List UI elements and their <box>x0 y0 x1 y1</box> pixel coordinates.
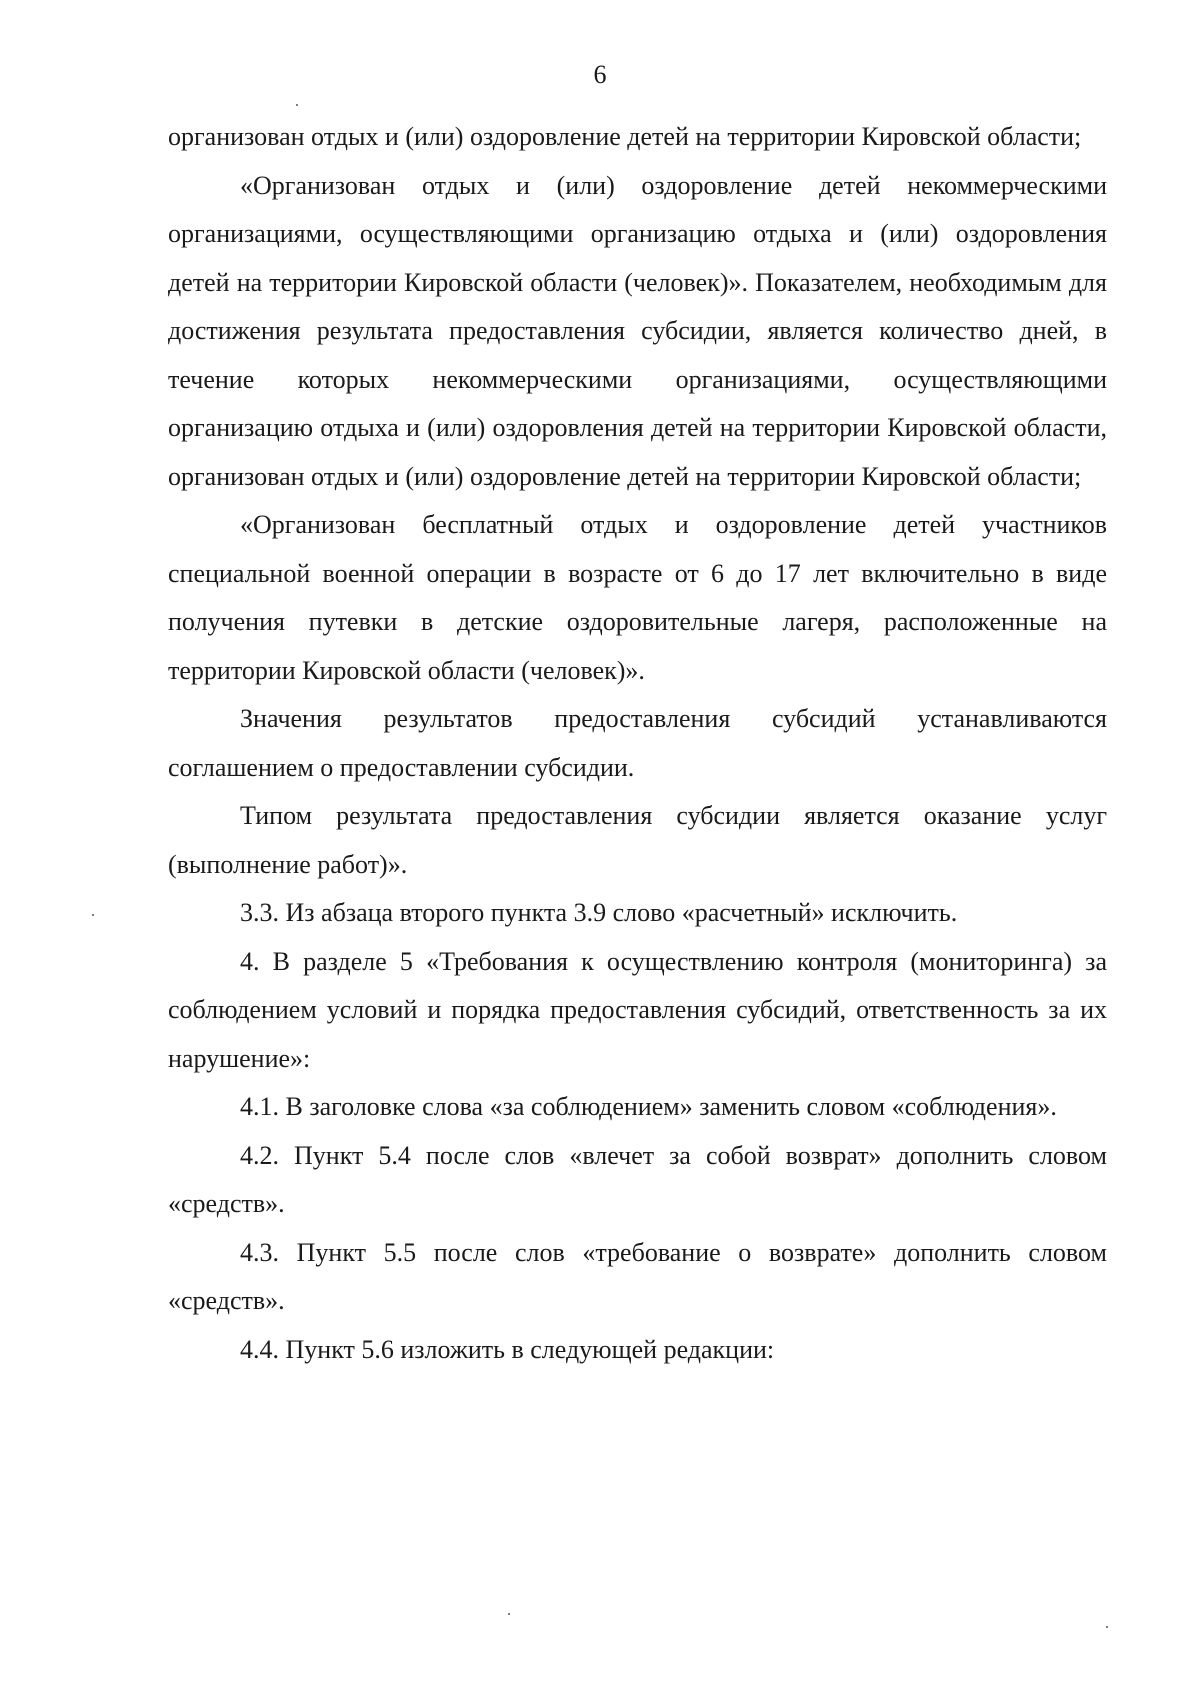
paragraph-8: 4.1. В заголовке слова «за соблюдением» заменить словом «соблюдения». <box>240 1092 1057 1121</box>
scan-speck <box>296 104 298 106</box>
paragraph-2: «Организован отдых и (или) оздоровление детей некоммерческими организациями, осуществляющими организацию отдыха и (или) оздоровления детей на территории Кировской области (человек)». Показателем, необходимым для достижения результата предоставления субсидии, является количество дней, в течение которых некоммерческими организациями, осуществляющими организацию отдыха и (или) оздоровления детей на территории Кировской области, организован отдых и (или) оздоровление детей на территории Кировской области; <box>168 170 1107 491</box>
document-body <box>168 113 1107 1374</box>
scan-speck <box>508 1613 510 1615</box>
paragraph-3: «Организован бесплатный отдых и оздоровление детей участников специальной военной операции в возрасте от 6 до 17 лет включительно в виде получения путевки в детские оздоровительные лагеря, расположенные на территории Кировской области (человек)». <box>168 510 1107 685</box>
paragraph-6: 3.3. Из абзаца второго пункта 3.9 слово «расчетный» исключить. <box>240 898 958 927</box>
paragraph-10: 4.3. Пункт 5.5 после слов «требование о возврате» дополнить словом «средств». <box>168 1237 1107 1315</box>
scan-speck <box>92 914 94 916</box>
page-number: 6 <box>593 60 607 89</box>
paragraph-5: Типом результата предоставления субсидии является оказание услуг (выполнение работ)». <box>168 801 1107 879</box>
paragraph-7: 4. В разделе 5 «Требования к осуществлению контроля (мониторинга) за соблюдением условий и порядка предоставления субсидий, ответственность за их нарушение»: <box>168 946 1107 1073</box>
paragraph-9: 4.2. Пункт 5.4 после слов «влечет за собой возврат» дополнить словом «средств». <box>168 1140 1107 1218</box>
paragraph-1: организован отдых и (или) оздоровление детей на территории Кировской области; <box>168 122 1082 151</box>
paragraph-4: Значения результатов предоставления субсидий устанавливаются соглашением о предоставлении субсидии. <box>168 704 1107 782</box>
scan-speck <box>1106 1626 1108 1628</box>
paragraph-11: 4.4. Пункт 5.6 изложить в следующей редакции: <box>240 1334 775 1364</box>
